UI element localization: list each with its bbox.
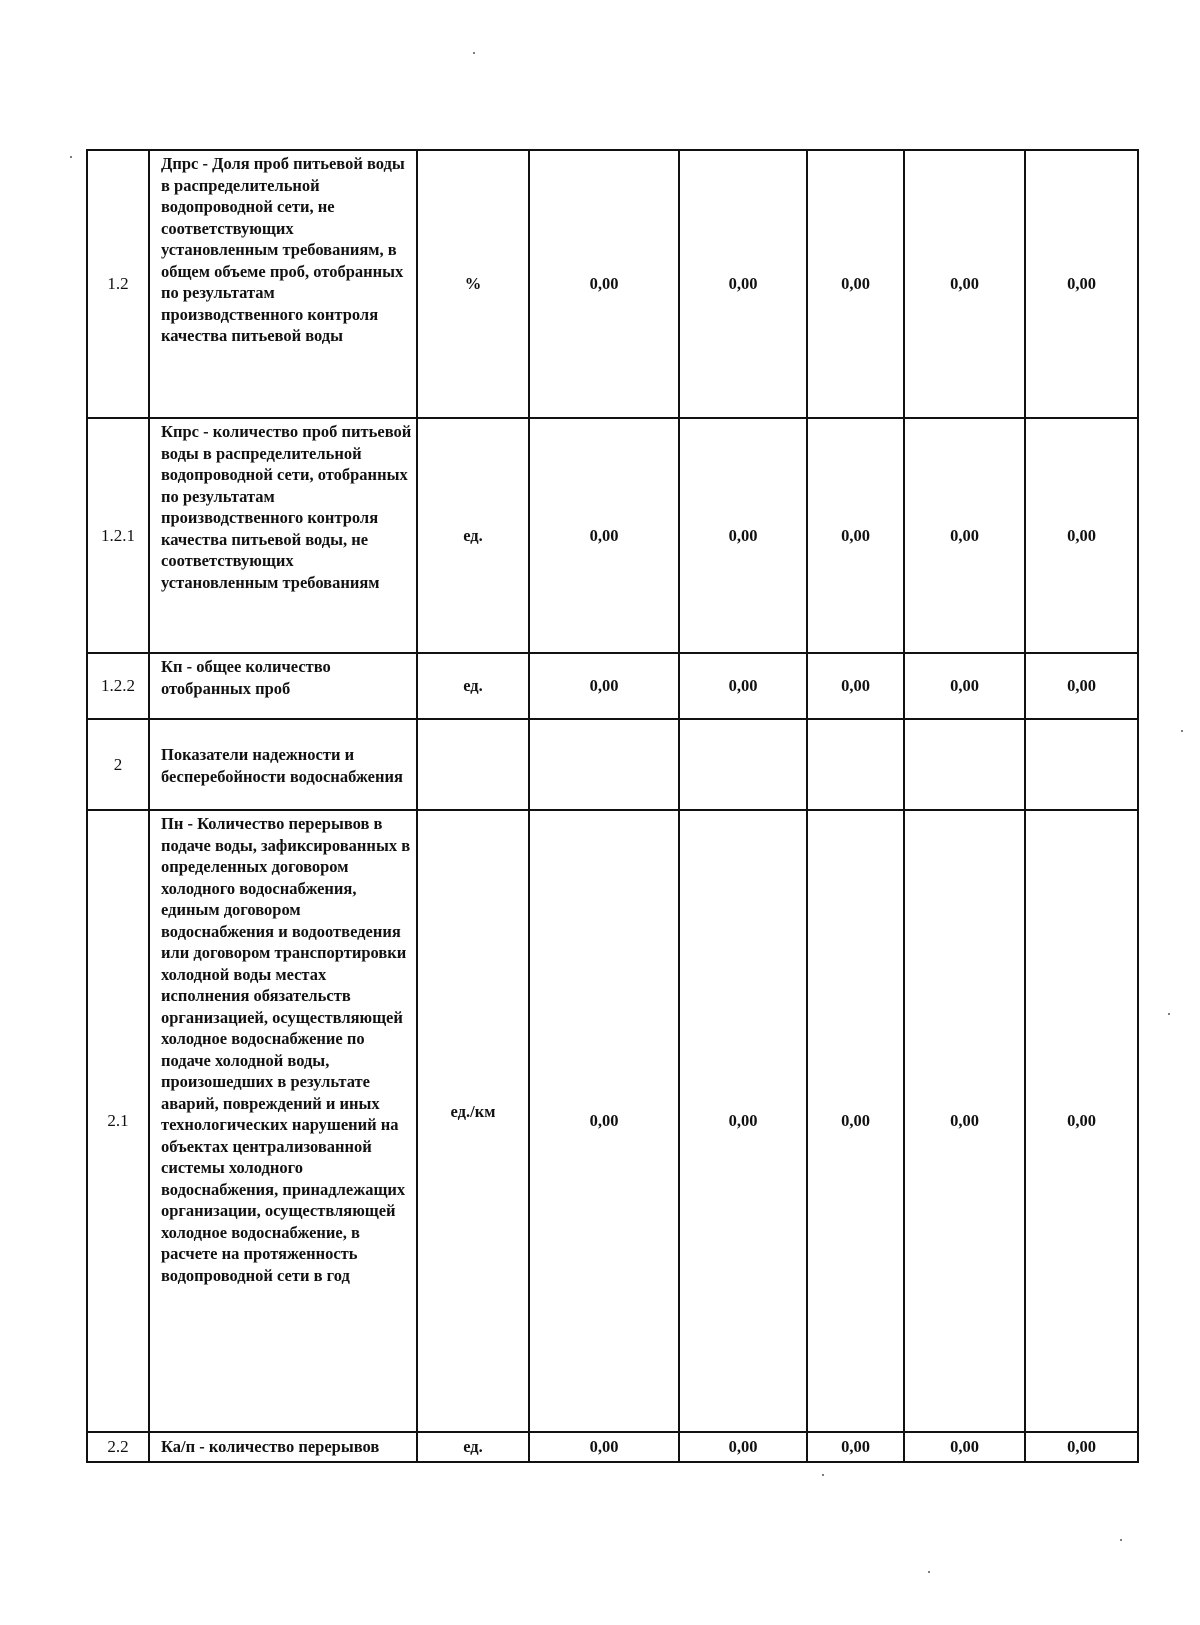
row-number: 2.2 xyxy=(87,1432,149,1462)
value-cell: 0,00 xyxy=(1025,1432,1138,1462)
value-cell: 0,00 xyxy=(679,653,807,719)
table-row xyxy=(87,653,1138,719)
row-unit: ед./км xyxy=(450,1102,496,1121)
scan-speck xyxy=(70,156,72,158)
row-unit: ед. xyxy=(417,653,529,719)
value-cell: 0,00 xyxy=(807,810,904,1432)
scan-speck xyxy=(822,1474,824,1476)
scan-speck xyxy=(928,1571,930,1573)
value-cell: 0,00 xyxy=(807,418,904,653)
value-cell xyxy=(679,719,807,810)
value-cell: 0,00 xyxy=(679,418,807,653)
row-description: Кпрс - количество проб питьевой воды в распределительной водопроводной сети, отобранных по результатам производственного контроля качества питьевой воды, не соответствующих установленным требованиям xyxy=(149,418,417,653)
value-cell: 0,00 xyxy=(807,150,904,418)
value-cell: 0,00 xyxy=(904,810,1025,1432)
row-number: 2 xyxy=(87,719,149,810)
value-cell: 0,00 xyxy=(679,1432,807,1462)
row-number: 2.1 xyxy=(87,810,149,1432)
value-cell: 0,00 xyxy=(904,150,1025,418)
table-row xyxy=(87,719,1138,810)
value-cell xyxy=(904,719,1025,810)
value-cell: 0,00 xyxy=(529,1432,679,1462)
table-row xyxy=(87,1432,1138,1462)
row-unit xyxy=(417,719,529,810)
row-description: Пн - Количество перерывов в подаче воды, зафиксированных в определенных договором холодного водоснабжения, единым договором водоснабжения и водоотведения или договором транспортировки холодной воды местах исполнения обязательств организацией, осуществляющей холодное водоснабжение по подаче холодной воды, произошедших в результате аварий, повреждений и иных технологических нарушений на объектах централизованной системы холодного водоснабжения, принадлежащих организации, осуществляющей холодное водоснабжение, в расчете на протяженность водопроводной сети в год xyxy=(149,810,417,1432)
row-number: 1.2 xyxy=(87,150,149,418)
value-cell: 0,00 xyxy=(529,418,679,653)
value-cell: 0,00 xyxy=(529,653,679,719)
value-cell: 0,00 xyxy=(904,1432,1025,1462)
scan-speck xyxy=(1181,730,1183,732)
value-cell: 0,00 xyxy=(679,810,807,1432)
table-row xyxy=(87,150,1138,418)
row-unit-cell xyxy=(417,810,529,1432)
scan-speck xyxy=(1120,1539,1122,1541)
value-cell xyxy=(807,719,904,810)
row-description: Ка/п - количество перерывов xyxy=(149,1432,417,1462)
scan-speck xyxy=(1168,1013,1170,1015)
value-cell xyxy=(1025,719,1138,810)
row-description: Кп - общее количество отобранных проб xyxy=(149,653,417,719)
table-row xyxy=(87,418,1138,653)
value-cell: 0,00 xyxy=(1025,653,1138,719)
value-cell: 0,00 xyxy=(679,150,807,418)
row-description: Дпрс - Доля проб питьевой воды в распределительной водопроводной сети, не соответствующих установленным требованиям, в общем объеме проб, отобранных по результатам производственного контроля качества питьевой воды xyxy=(149,150,417,418)
row-unit: ед. xyxy=(417,418,529,653)
value-cell: 0,00 xyxy=(807,1432,904,1462)
row-unit: ед. xyxy=(417,1432,529,1462)
value-cell: 0,00 xyxy=(1025,150,1138,418)
value-cell: 0,00 xyxy=(807,653,904,719)
value-cell: 0,00 xyxy=(904,653,1025,719)
row-number: 1.2.2 xyxy=(87,653,149,719)
row-description: Показатели надежности и бесперебойности водоснабжения xyxy=(149,719,417,810)
value-cell: 0,00 xyxy=(1025,418,1138,653)
value-cell: 0,00 xyxy=(904,418,1025,653)
value-cell: 0,00 xyxy=(1025,810,1138,1432)
value-cell: 0,00 xyxy=(529,810,679,1432)
value-cell: 0,00 xyxy=(529,150,679,418)
value-cell xyxy=(529,719,679,810)
indicators-table xyxy=(86,149,1139,1463)
table-row xyxy=(87,810,1138,1432)
row-number: 1.2.1 xyxy=(87,418,149,653)
row-unit: % xyxy=(417,150,529,418)
scan-speck xyxy=(473,52,475,54)
